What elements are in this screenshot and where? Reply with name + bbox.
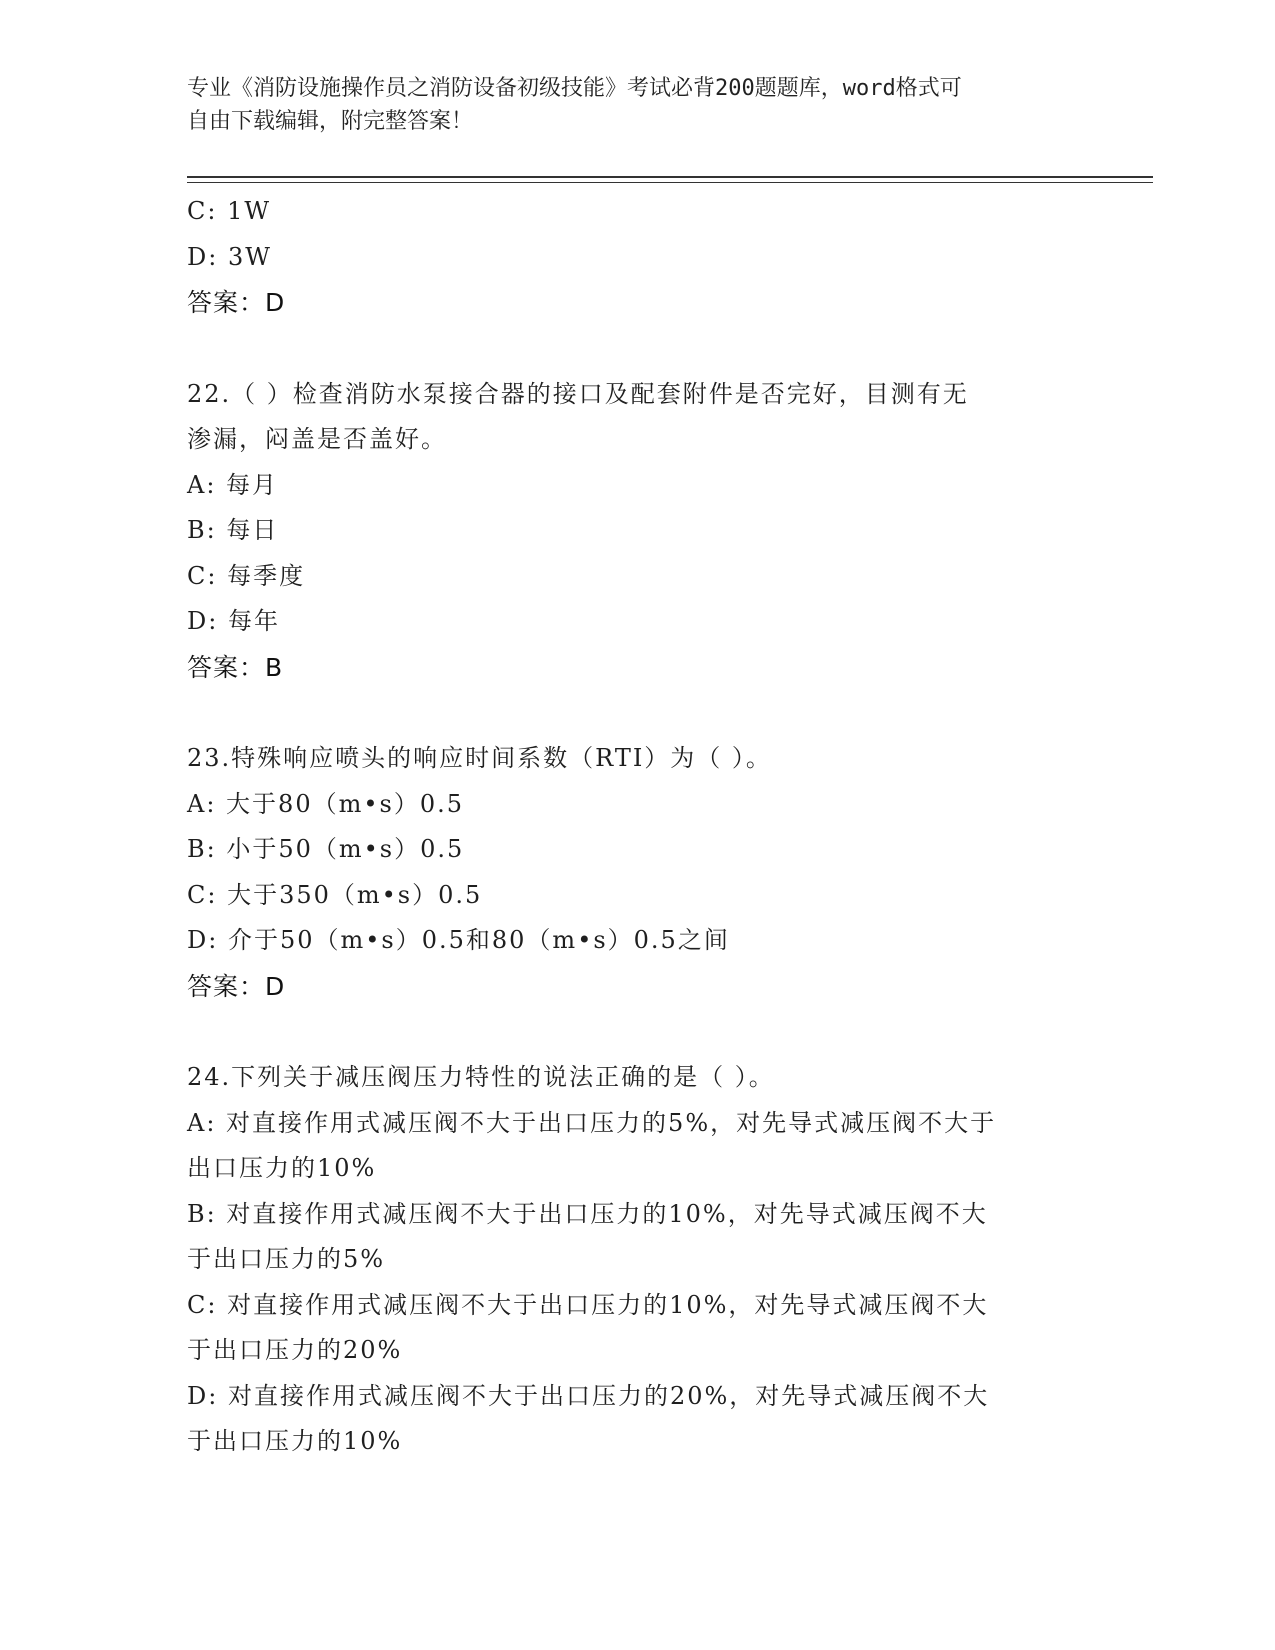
option-d: D: 对直接作用式减压阀不大于出口压力的20%，对先导式减压阀不大 bbox=[187, 1381, 990, 1410]
option-c: C: 1W bbox=[187, 197, 272, 225]
question-stem-continued: 渗漏，闷盖是否盖好。 bbox=[187, 425, 447, 453]
question-spacer bbox=[187, 690, 1087, 736]
option-b: B: 对直接作用式减压阀不大于出口压力的10%，对先导式减压阀不大 bbox=[187, 1199, 988, 1228]
question-23 bbox=[187, 736, 1087, 1009]
option-a: A: 对直接作用式减压阀不大于出口压力的5%，对先导式减压阀不大于 bbox=[187, 1108, 997, 1137]
header-divider-thin bbox=[187, 182, 1153, 183]
option-b: B: 小于50（m•s）0.5 bbox=[187, 835, 465, 863]
option-c-continued: 于出口压力的20% bbox=[187, 1336, 403, 1364]
question-list bbox=[187, 189, 1087, 1465]
option-b: B: 每日 bbox=[187, 516, 279, 544]
question-22 bbox=[187, 372, 1087, 691]
header-line-2: 自由下载编辑，附完整答案！ bbox=[187, 109, 474, 134]
option-d: D: 3W bbox=[187, 242, 272, 271]
option-d-continued: 于出口压力的10% bbox=[187, 1427, 403, 1455]
question-24 bbox=[187, 1055, 1087, 1465]
option-d: D: 每年 bbox=[187, 607, 280, 635]
option-d: D: 介于50（m•s）0.5和80（m•s）0.5之间 bbox=[187, 926, 730, 954]
option-c: C: 每季度 bbox=[187, 561, 306, 590]
document-header bbox=[187, 72, 1087, 138]
option-c: C: 大于350（m•s）0.5 bbox=[187, 880, 483, 909]
option-c: C: 对直接作用式减压阀不大于出口压力的10%，对先导式减压阀不大 bbox=[187, 1290, 989, 1319]
question-spacer bbox=[187, 326, 1087, 372]
answer-label: 答案：D bbox=[187, 971, 286, 1001]
question-stem: 24.下列关于减压阀压力特性的说法正确的是（ ）。 bbox=[187, 1063, 775, 1091]
question-21 bbox=[187, 189, 1087, 326]
option-a: A: 每月 bbox=[187, 470, 279, 499]
option-b-continued: 于出口压力的5% bbox=[187, 1245, 386, 1273]
answer-label: 答案：D bbox=[187, 288, 286, 317]
option-a: A: 大于80（m•s）0.5 bbox=[187, 789, 464, 818]
header-divider-thick bbox=[187, 176, 1153, 178]
answer-label: 答案：B bbox=[187, 652, 284, 682]
question-spacer bbox=[187, 1009, 1087, 1055]
question-stem: 22.（ ）检查消防水泵接合器的接口及配套附件是否完好，目测有无 bbox=[187, 379, 969, 408]
question-stem: 23.特殊响应喷头的响应时间系数（RTI）为（ ）。 bbox=[187, 744, 772, 772]
option-a-continued: 出口压力的10% bbox=[187, 1154, 377, 1182]
header-line-1: 专业《消防设施操作员之消防设备初级技能》考试必背200题题库，word格式可 bbox=[187, 76, 962, 101]
